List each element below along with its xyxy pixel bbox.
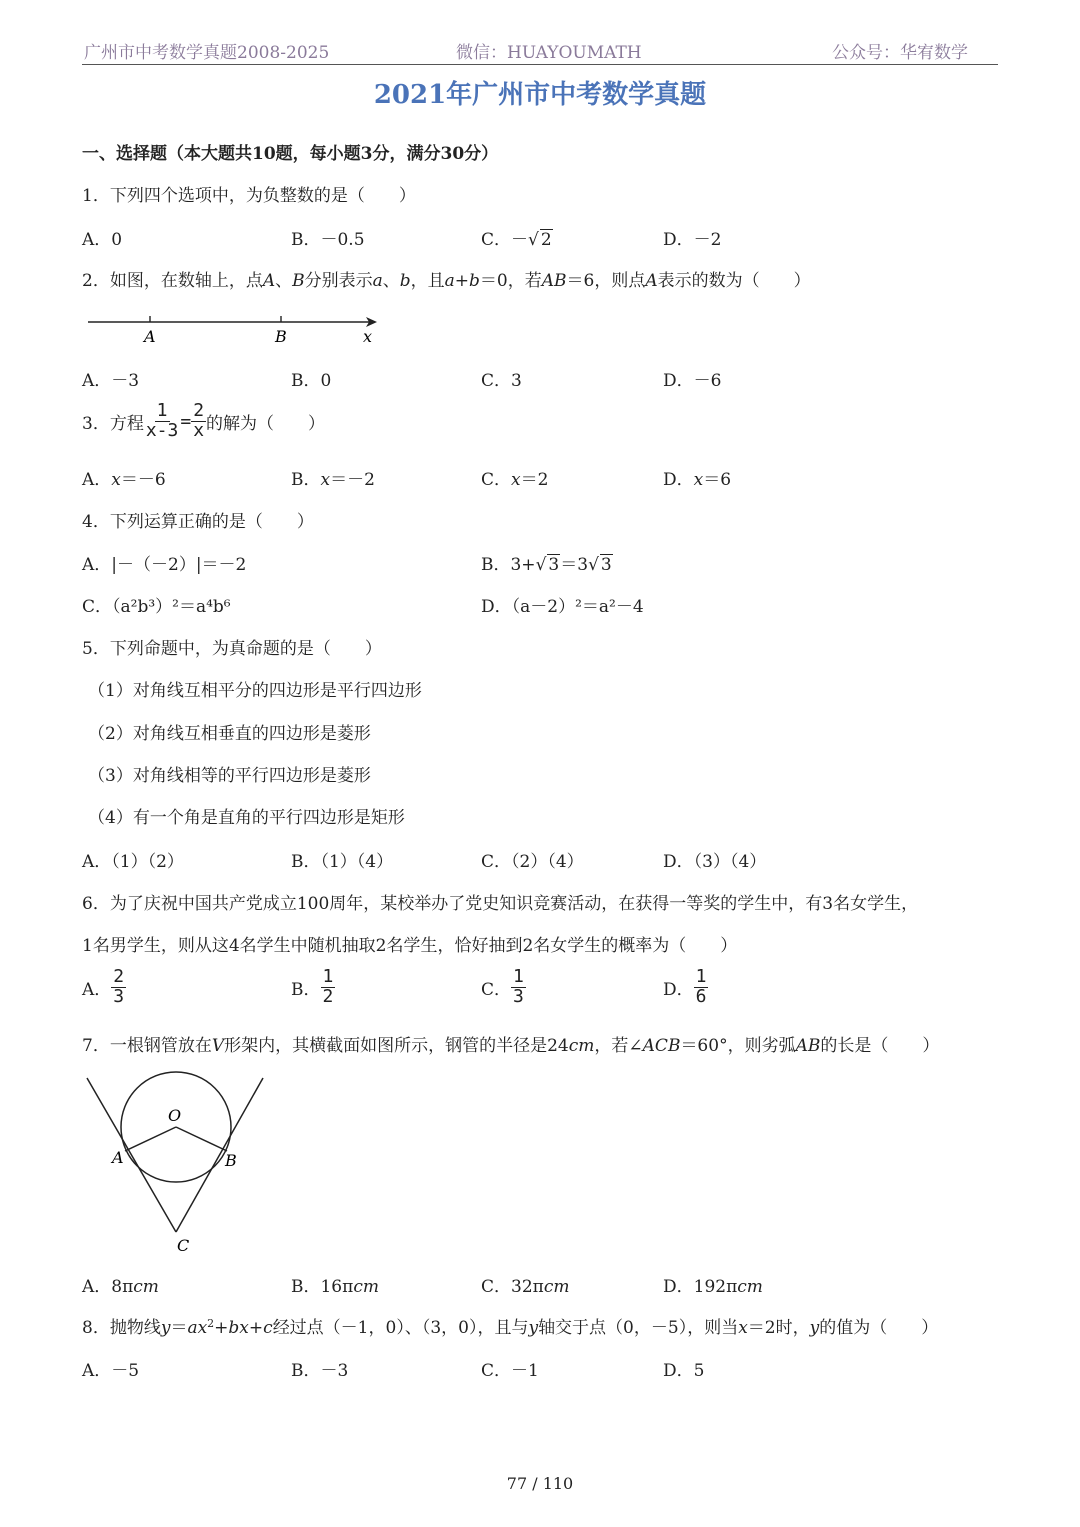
radius-ob <box>176 1127 227 1151</box>
q2-option-b: B．0 <box>291 371 332 391</box>
q4-option-a: A．|－（－2）|＝－2 <box>82 555 247 575</box>
q5-statement-4: （4）有一个角是直角的平行四边形是矩形 <box>88 808 405 828</box>
fraction: $\frac{1}{2}$ <box>322 966 334 1007</box>
q7-option-b: B．16πcm <box>291 1277 379 1297</box>
q5-statement-1: （1）对角线互相平分的四边形是平行四边形 <box>88 681 422 701</box>
q5-statement-3: （3）对角线相等的平行四边形是菱形 <box>88 766 371 786</box>
header-center: 微信：HUAYOUMATH <box>456 43 642 63</box>
label-c: C <box>177 1236 190 1255</box>
section-heading: 一、选择题（本大题共10题，每小题3分，满分30分） <box>82 144 499 164</box>
header-left: 广州市中考数学真题2008-2025 <box>84 43 330 63</box>
fraction-2: $\frac{2}{x}$ <box>193 400 205 441</box>
fraction: $\frac{1}{6}$ <box>695 966 707 1007</box>
radius-oa <box>125 1127 176 1151</box>
q3-option-c: C．x＝2 <box>481 470 549 490</box>
q2-option-a: A．－3 <box>82 371 140 391</box>
q3-option-d: D．x＝6 <box>663 470 732 490</box>
fraction-1: $\frac{1}{x-3}$ <box>145 400 179 441</box>
q4-option-c: C．（a²b³）²＝a⁴b⁶ <box>82 597 231 617</box>
q4-option-b: B．3+√ 3＝3√ 3 <box>481 555 612 575</box>
q5-option-d: D．（3）（4） <box>663 852 767 872</box>
page-number: 77 / 110 <box>506 1474 574 1493</box>
q1-option-a: A．0 <box>82 230 123 250</box>
q7-stem: 7．一根钢管放在V形架内，其横截面如图所示，钢管的半径是24cm，若∠ACB＝60°，则劣弧AB的长是（ ） <box>82 1036 940 1056</box>
sqrt-symbol: √ 2 <box>528 230 552 250</box>
q7-option-d: D．192πcm <box>663 1277 763 1297</box>
q1-option-d: D．－2 <box>663 230 722 250</box>
q3-option-a: A．x＝－6 <box>82 470 166 490</box>
q6-option-c: C． $\frac{1}{3}$ <box>481 966 524 1007</box>
sqrt-symbol: √ 3 <box>588 555 612 575</box>
label-a: A <box>112 1148 124 1167</box>
header-right: 公众号：华宥数学 <box>832 43 968 63</box>
q5-option-a: A．（1）（2） <box>82 852 184 872</box>
q1-option-b: B．－0.5 <box>291 230 365 250</box>
q8-option-d: D．5 <box>663 1361 705 1381</box>
q4-option-d: D．（a－2）²＝a²－4 <box>481 597 644 617</box>
q4-stem: 4．下列运算正确的是（ ） <box>82 512 314 532</box>
q2-option-d: D．－6 <box>663 371 722 391</box>
q2-stem: 2．如图，在数轴上，点A、B分别表示a、b，且a+b＝0，若AB＝6，则点A表示的数为（ ） <box>82 271 811 291</box>
label-a: A <box>144 327 156 346</box>
v-frame-circle-figure <box>82 1070 272 1260</box>
q1-option-c <box>481 225 553 250</box>
q6-option-d: D． $\frac{1}{6}$ <box>663 966 707 1007</box>
q8-option-b: B．－3 <box>291 1361 349 1381</box>
q8-stem: 8．抛物线$y=ax^2+bx+c$经过点（－1，0）、（3，0），且与y轴交于点（0，－5），则当x＝2时，y的值为（ ） <box>82 1317 939 1338</box>
q6-stem-line2: 1名男学生，则从这4名学生中随机抽取2名学生，恰好抽到2名女学生的概率为（ ） <box>82 936 738 956</box>
q5-stem: 5．下列命题中，为真命题的是（ ） <box>82 639 382 659</box>
label-b: B <box>225 1151 237 1170</box>
q8-option-c: C．－1 <box>481 1361 539 1381</box>
q6-option-b: B． $\frac{1}{2}$ <box>291 966 334 1007</box>
q7-option-a: A．8πcm <box>82 1277 159 1297</box>
fraction: $\frac{1}{3}$ <box>513 966 524 1007</box>
label-b: B <box>275 327 287 346</box>
q5-option-c: C．（2）（4） <box>481 852 584 872</box>
q3-stem: 3．方程 $\frac{1}{x-3}$ = $\frac{2}{x}$ 的解为（ ） <box>82 400 326 441</box>
q1-option-c-prefix: C．－ <box>481 230 529 250</box>
page-title: 2021年广州市中考数学真题 <box>373 80 707 110</box>
sqrt-symbol: √ 3 <box>535 555 560 575</box>
q5-option-b: B．（1）（4） <box>291 852 394 872</box>
header-divider <box>82 64 998 65</box>
q5-statement-2: （2）对角线互相垂直的四边形是菱形 <box>88 724 371 744</box>
v-frame-left-side <box>87 1078 176 1232</box>
q3-option-b: B．x＝－2 <box>291 470 375 490</box>
q1-stem: 1．下列四个选项中，为负整数的是（ ） <box>82 186 416 206</box>
q6-option-a: A． $\frac{2}{3}$ <box>82 966 125 1007</box>
q6-stem-line1: 6．为了庆祝中国共产党成立100周年，某校举办了党史知识竞赛活动，在获得一等奖的学生中，有3名女学生， <box>82 894 919 914</box>
label-o: O <box>168 1106 182 1125</box>
q8-option-a: A．－5 <box>82 1361 140 1381</box>
fraction: $\frac{2}{3}$ <box>113 966 125 1007</box>
v-frame-right-side <box>176 1078 263 1232</box>
number-line-figure <box>84 308 384 350</box>
q1-option-c-radicand: 2 <box>540 230 552 250</box>
q7-option-c: C．32πcm <box>481 1277 570 1297</box>
label-x: x <box>363 327 373 346</box>
q2-option-c: C．3 <box>481 371 522 391</box>
